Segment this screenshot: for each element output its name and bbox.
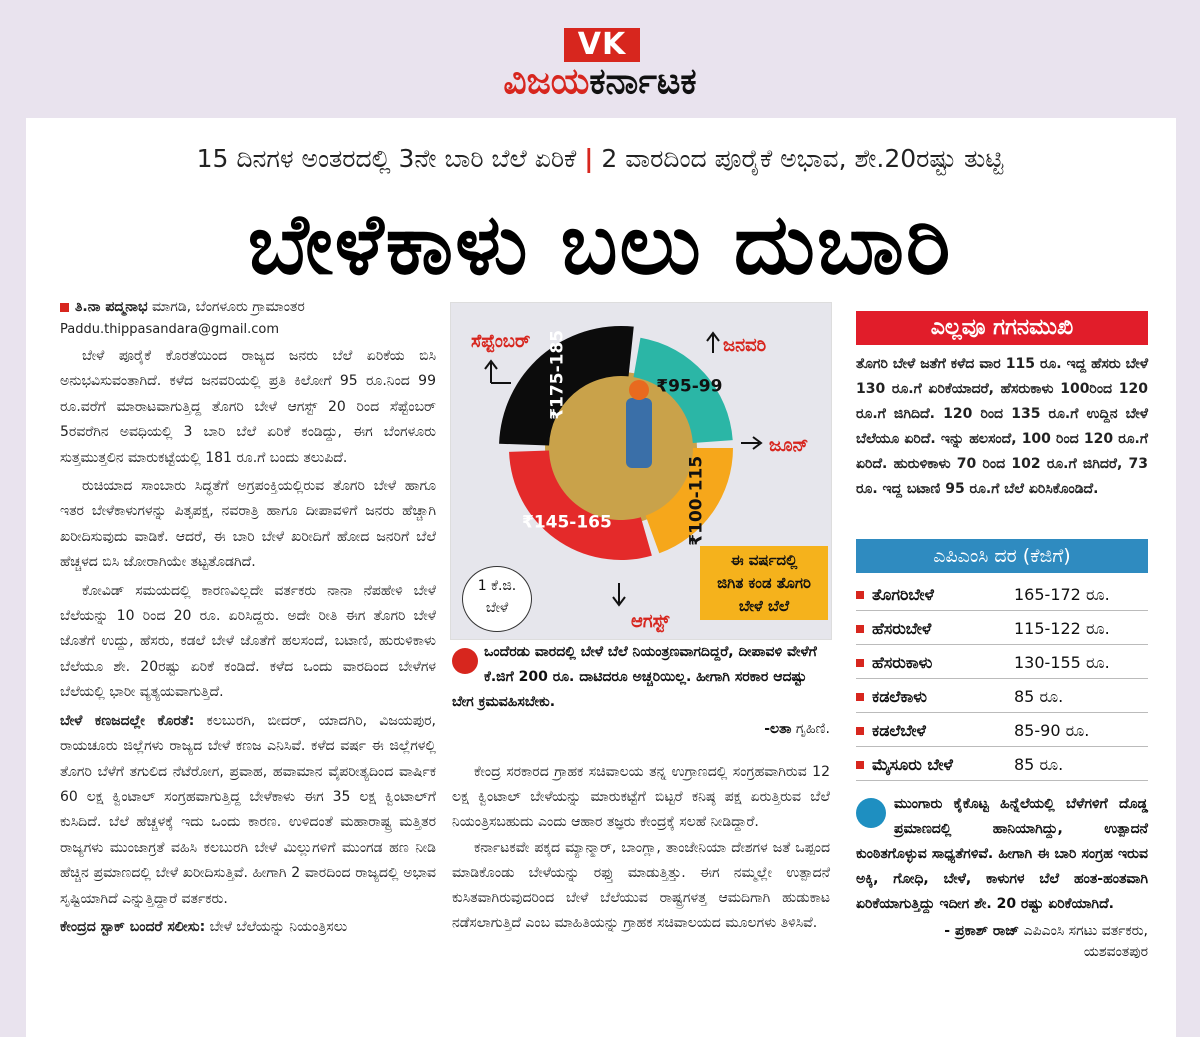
- worker-figure: [626, 398, 652, 468]
- quote-attr-role: ಎಪಿಎಂಸಿ ಸಗಟು ವರ್ತಕರು,: [1019, 923, 1148, 939]
- byline-square-icon: [60, 303, 69, 312]
- masthead-part2: ಕರ್ನಾಟಕ: [589, 61, 697, 102]
- quote-attr-place: ಯಶವಂತಪುರ: [1083, 944, 1148, 960]
- byline: [60, 296, 436, 318]
- apmc-row: [856, 648, 1148, 679]
- apmc-row: [856, 614, 1148, 645]
- price-label-jan: ₹95-99: [656, 376, 723, 397]
- quote-attr-name: -ಲತಾ: [764, 721, 792, 737]
- quote-attribution: [452, 717, 830, 742]
- body-paragraph: ಕರ್ನಾಟಕವೇ ಪಕ್ಕದ ಮ್ಯಾನ್ಮಾರ್, ಬಾಂಗ್ಲಾ, ತಾಂಜೇನಿಯಾ ದೇಶಗಳ ಜತೆ ಒಪ್ಪಂದ ಮಾಡಿಕೊಂಡು ಬೇಳೆಯನ್ನು ರಫ್ತು ಮಾಡುತ್ತಿತ್ತು. ಈಗ ನಮ್ಮಲ್ಲೇ ಉತ್ಪಾದನೆ ಕುಸಿತವಾಗಿರುವುದರಿಂದ ಬೇಳೆ ಬೆಲೆಯುವ ರಾಷ್ಟ್ರಗಳತ್ತ ಆಮದಿಗಾಗಿ ಹುಡುಕಾಟ ನಡೆಸಲಾಗುತ್ತಿದೆ ಎಂಬ ಮಾಹಿತಿಯನ್ನು ಗ್ರಾಹಕ ಸಚಿವಾಲಯದ ಮೂಲಗಳು ತಿಳಿಸಿವೆ.: [452, 839, 830, 932]
- middle-column: [452, 760, 830, 936]
- apmc-item-price: 115-122 ರೂ.: [1014, 619, 1110, 638]
- apmc-item-name: ಹೆಸರುಬೇಳೆ: [872, 619, 932, 638]
- section-text: ಬೇಳೆ ಬೆಲೆಯನ್ನು ನಿಯಂತ್ರಿಸಲು: [205, 918, 348, 935]
- quote-attribution: [856, 921, 1148, 963]
- apmc-price-list: [856, 580, 1148, 784]
- kicker-separator: |: [584, 144, 594, 173]
- price-label-jun: ₹100-115: [686, 455, 707, 546]
- section-paragraph: [60, 915, 436, 940]
- body-paragraph: ಬೇಳೆ ಪೂರೈಕೆ ಕೊರತೆಯಿಂದ ರಾಜ್ಯದ ಜನರು ಬೆಲೆ ಏರಿಕೆಯ ಬಿಸಿ ಅನುಭವಿಸುವಂತಾಗಿದೆ. ಕಳೆದ ಜನವರಿಯಲ್ಲಿ ಪ್ರತಿ ಕಿಲೋಗೆ 95 ರೂ.ನಿಂದ 99 ರೂ.ವರೆಗೆ ಮಾರಾಟವಾಗುತ್ತಿದ್ದ ತೊಗರಿ ಬೇಳೆ ಆಗಸ್ಟ್ 20 ರಿಂದ ಸೆಪ್ಟೆಂಬರ್ 5ರವರೆಗಿನ ಅವಧಿಯಲ್ಲಿ 3 ಬಾರಿ ಬೆಲೆ ಏರಿಕೆ ಕಂಡಿದ್ದು, ಈಗ ಬೆಂಗಳೂರು ಸುತ್ತಮುತ್ತಲಿನ ಮಾರುಕಟ್ಟೆಯಲ್ಲಿ 181 ರೂ.ಗೆ ಬಂದು ತಲುಪಿದೆ.: [60, 348, 436, 466]
- month-label-aug: ಆಗಸ್ಟ್: [631, 611, 670, 632]
- year-box: [700, 546, 828, 620]
- unit-circle: [462, 566, 532, 632]
- quote-dot-icon: [856, 798, 886, 828]
- masthead-title: [0, 62, 1200, 102]
- apmc-item-name: ಮೈಸೂರು ಬೇಳೆ: [872, 755, 953, 774]
- apmc-item-name: ಕಡಲೆಕಾಳು: [872, 687, 928, 706]
- quote-dot-icon: [452, 648, 478, 674]
- body-paragraph: ಕೇಂದ್ರ ಸರಕಾರದ ಗ್ರಾಹಕ ಸಚಿವಾಲಯ ತನ್ನ ಉಗ್ರಾಣದಲ್ಲಿ ಸಂಗ್ರಹವಾಗಿರುವ 12 ಲಕ್ಷ ಕ್ವಿಂಟಾಲ್ ಬೇಳೆಯನ್ನು ಮಾರುಕಟ್ಟೆಗೆ ಬಿಟ್ಟರೆ ಕನಿಷ್ಠ ಪಕ್ಷ ಏರುತ್ತಿರುವ ಬೆಲೆ ನಿಯಂತ್ರಿಸಬಹುದು ಎಂದು ಆಹಾರ ತಜ್ಞರು ಕೇಂದ್ರಕ್ಕೆ ಸಲಹೆ ನೀಡಿದ್ದಾರೆ.: [452, 764, 830, 831]
- month-label-sep: ಸೆಪ್ಟೆಂಬರ್: [471, 331, 531, 352]
- body-paragraph: ರುಚಿಯಾದ ಸಾಂಬಾರು ಸಿದ್ಧತೆಗೆ ಅಗ್ರಪಂಕ್ತಿಯಲ್ಲಿರುವ ತೊಗರಿ ಬೇಳೆ ಹಾಗೂ ಇತರ ಬೇಳೆಕಾಳುಗಳನ್ನು ಪಿತೃಪಕ್ಷ, ನವರಾತ್ರಿ ಹಾಗೂ ದೀಪಾವಳಿಗೆ ಜನರು ಹೆಚ್ಚಾಗಿ ಖರೀದಿಸುವುದು ವಾಡಿಕೆ. ಆದರೆ, ಈ ಬಾರಿ ಬೇಳೆ ಖರೀದಿಗೆ ಹೋದ ಜನರಿಗೆ ಬೆಲೆ ಹೆಚ್ಚಳದ ಬಿಸಿ ಜೋರಾಗಿಯೇ ತಟ್ಟತೊಡಗಿದೆ.: [60, 478, 436, 571]
- apmc-item-price: 85 ರೂ.: [1014, 687, 1064, 706]
- main-headline: ಬೇಳೆಕಾಳು ಬಲು ದುಬಾರಿ: [247, 195, 953, 293]
- masthead-part1: ವಿಜಯ: [503, 61, 590, 102]
- apmc-row: [856, 682, 1148, 713]
- apmc-item-price: 85 ರೂ.: [1014, 755, 1064, 774]
- section-text: ಕಲಬುರಗಿ, ಬೀದರ್, ಯಾದಗಿರಿ, ವಿಜಯಪುರ, ರಾಯಚೂರು ಜಿಲ್ಲೆಗಳು ರಾಜ್ಯದ ಬೇಳೆ ಕಣಜ ಎನಿಸಿವೆ. ಕಳೆದ ವರ್ಷ ಈ ಜಿಲ್ಲೆಗಳಲ್ಲಿ ತೊಗರಿ ಬೆಳೆಗೆ ತಗುಲಿದ ನೆಟೆರೋಗ, ಪ್ರವಾಹ, ಹವಾಮಾನ ವೈಪರೀತ್ಯದಿಂದ ವಾರ್ಷಿಕ 60 ಲಕ್ಷ ಕ್ವಿಂಟಾಲ್ ಸಂಗ್ರಹವಾಗುತ್ತಿದ್ದ ಬೇಳೆಕಾಳು ಈಗ 35 ಲಕ್ಷ ಕ್ವಿಂಟಾಲ್‌ಗೆ ಕುಸಿದಿದೆ. ಬೆಲೆ ಹೆಚ್ಚಳಕ್ಕೆ ಇದು ಒಂದು ಕಾರಣ. ಉಳಿದಂತೆ ಮಹಾರಾಷ್ಟ್ರ ಮತ್ತಿತರ ರಾಜ್ಯಗಳು ಮುಂಜಾಗ್ರತೆ ವಹಿಸಿ ಕಲಬುರಗಿ ಬೇಳೆ ಮಿಲ್ಲುಗಳಿಗೆ ಮುಂಗಡ ಹಣ ನೀಡಿ ಹೆಚ್ಚಿನ ಪ್ರಮಾಣದಲ್ಲಿ ಬೇಳೆ ಖರೀದಿಸುತ್ತಿವೆ. ಹೀಗಾಗಿ 2 ವಾರದಿಂದ ರಾಜ್ಯದಲ್ಲಿ ಅಭಾವ ಸೃಷ್ಟಿಯಾಗಿದೆ ಎನ್ನುತ್ತಿದ್ದಾರೆ ವರ್ತಕರು.: [60, 712, 436, 907]
- byline-place: ಮಾಗಡಿ, ಬೆಂಗಳೂರು ಗ್ರಾಮಾಂತರ: [152, 299, 305, 315]
- worker-head: [629, 380, 649, 400]
- left-column: [60, 296, 436, 943]
- quote-text: ಒಂದೆರಡು ವಾರದಲ್ಲಿ ಬೇಳೆ ಬೆಲೆ ನಿಯಂತ್ರಣವಾಗದಿದ್ದರೆ, ದೀಪಾವಳಿ ವೇಳೆಗೆ ಕೆ.ಜಿಗೆ 200 ರೂ. ದಾಟಿದರೂ ಅಚ್ಚರಿಯಿಲ್ಲ. ಹೀಗಾಗಿ ಸರಕಾರ ಆದಷ್ಟು ಬೇಗ ಕ್ರಮವಹಿಸಬೇಕು.: [452, 644, 817, 710]
- bullet-square-icon: [856, 625, 864, 633]
- apmc-row: [856, 750, 1148, 781]
- apmc-item-name: ಹೆಸರುಕಾಳು: [872, 653, 933, 672]
- unit-line1: 1 ಕೆ.ಜಿ.: [477, 578, 517, 594]
- section-paragraph: [60, 709, 436, 912]
- year-box-line: ಈ ವರ್ಷದಲ್ಲಿ: [730, 551, 798, 569]
- kicker-line: [0, 143, 1200, 175]
- apmc-item-price: 130-155 ರೂ.: [1014, 653, 1110, 672]
- right-box-title: ಎಲ್ಲವೂ ಗಗನಮುಖಿ: [856, 311, 1148, 345]
- unit-line2: ಬೇಳೆ: [485, 600, 509, 616]
- byline-email: Paddu.thippasandara@gmail.com: [60, 322, 280, 337]
- bullet-square-icon: [856, 591, 864, 599]
- bullet-square-icon: [856, 761, 864, 769]
- section-heading: ಬೇಳೆ ಕಣಜದಲ್ಲೇ ಕೊರತೆ:: [60, 712, 195, 729]
- month-label-jan: ಜನವರಿ: [723, 335, 767, 356]
- price-label-sep: ₹175-185: [547, 329, 568, 420]
- quote-prakash: [856, 792, 1148, 963]
- bullet-square-icon: [856, 693, 864, 701]
- apmc-item-price: 85-90 ರೂ.: [1014, 721, 1090, 740]
- price-label-aug: ₹145-165: [521, 512, 612, 533]
- year-box-line: ಬೇಳೆ ಬೆಲೆ: [738, 597, 790, 615]
- quote-attr-role: ಗೃಹಿಣಿ.: [791, 721, 830, 737]
- quote-attr-name: - ಪ್ರಕಾಶ್ ರಾಜ್: [944, 923, 1020, 939]
- bullet-square-icon: [856, 727, 864, 735]
- kicker-left: 15 ದಿನಗಳ ಅಂತರದಲ್ಲಿ 3ನೇ ಬಾರಿ ಬೆಲೆ ಏರಿಕೆ: [196, 144, 577, 173]
- apmc-row: [856, 716, 1148, 747]
- quote-latha: [452, 640, 830, 742]
- bullet-square-icon: [856, 659, 864, 667]
- body-paragraph: ಕೋವಿಡ್ ಸಮಯದಲ್ಲಿ ಕಾರಣವಿಲ್ಲದೇ ವರ್ತಕರು ನಾನಾ ನೆಪಹೇಳಿ ಬೇಳೆ ಬೆಲೆಯನ್ನು 10 ರಿಂದ 20 ರೂ. ಏರಿಸಿದ್ದರು. ಅದೇ ರೀತಿ ಈಗ ತೊಗರಿ ಬೇಳೆ ಜೊತೆಗೆ ಉದ್ದು, ಹೆಸರು, ಕಡಲೆ ಬೇಳೆ ಜೊತೆಗೆ ಹಲಸಂದೆ, ಬಟಾಣಿ, ಹುರುಳಿಕಾಳು ಬೆಲೆಯೂ ಶೇ. 20ರಷ್ಟು ಏರಿಕೆ ಕಂಡಿದೆ. ಕಳೆದ ಒಂದು ವಾರದಿಂದ ಬೇಳೆಗಳ ಬೆಲೆಯಲ್ಲಿ ಭಾರೀ ವ್ಯತ್ಯಯವಾಗುತ್ತಿದೆ.: [60, 582, 436, 701]
- right-box-text: ತೊಗರಿ ಬೇಳೆ ಜತೆಗೆ ಕಳೆದ ವಾರ 115 ರೂ. ಇದ್ದ ಹೆಸರು ಬೇಳೆ 130 ರೂ.ಗೆ ಏರಿಕೆಯಾದರೆ, ಹೆಸರುಕಾಳು 100ರಿಂದ 120 ರೂ.ಗೆ ಜಿಗಿದಿದೆ. 120 ರಿಂದ 135 ರೂ.ಗೆ ಉದ್ದಿನ ಬೇಳೆ ಬೆಲೆಯೂ ಏರಿದೆ. ಇನ್ನು ಹಲಸಂದೆ, 100 ರಿಂದ 120 ರೂ.ಗೆ ಏರಿದೆ. ಹುರುಳಿಕಾಳು 70 ರಿಂದ 102 ರೂ.ಗೆ ಜಿಗಿದರೆ, 73 ರೂ. ಇದ್ದ ಬಟಾಣಿ 95 ರೂ.ಗೆ ಬೆಲೆ ಏರಿಸಿಕೊಂಡಿದೆ.: [856, 356, 1148, 497]
- quote-text: ಮುಂಗಾರು ಕೈಕೊಟ್ಟ ಹಿನ್ನೆಲೆಯಲ್ಲಿ ಬೆಳೆಗಳಿಗೆ ದೊಡ್ಡ ಪ್ರಮಾಣದಲ್ಲಿ ಹಾನಿಯಾಗಿದ್ದು, ಉತ್ಪಾದನೆ ಕುಂಠಿತಗೊಳ್ಳುವ ಸಾಧ್ಯತೆಗಳಿವೆ. ಹೀಗಾಗಿ ಈ ಬಾರಿ ಸಂಗ್ರಹ ಇರುವ ಅಕ್ಕಿ, ಗೋಧಿ, ಬೇಳೆ, ಕಾಳುಗಳ ಬೆಲೆ ಹಂತ-ಹಂತವಾಗಿ ಏರಿಕೆಯಾಗುತ್ತಿದ್ದು ಇದೀಗ ಶೇ. 20 ರಷ್ಟು ಏರಿಕೆಯಾಗಿದೆ.: [856, 796, 1148, 912]
- section-heading: ಕೇಂದ್ರದ ಸ್ಟಾಕ್ ಬಂದರೆ ಸಲೀಸು:: [60, 918, 206, 935]
- kicker-right: 2 ವಾರದಿಂದ ಪೂರೈಕೆ ಅಭಾವ, ಶೇ.20ರಷ್ಟು ತುಟ್ಟಿ: [601, 144, 1004, 173]
- apmc-item-price: 165-172 ರೂ.: [1014, 585, 1110, 604]
- apmc-row: [856, 580, 1148, 611]
- apmc-item-name: ಕಡಲೆಬೇಳೆ: [872, 721, 926, 740]
- byline-name: ತಿ.ನಾ ಪದ್ಮನಾಭ: [75, 299, 148, 315]
- vk-logo-badge: VK: [564, 28, 640, 62]
- month-label-jun: ಜೂನ್: [769, 435, 809, 456]
- year-box-line: ಜಿಗಿತ ಕಂಡ ತೊಗರಿ: [717, 574, 811, 592]
- apmc-title: ಎಪಿಎಂಸಿ ದರ (ಕೆಜಿಗೆ): [856, 539, 1148, 573]
- apmc-item-name: ತೊಗರಿಬೇಳೆ: [872, 585, 934, 604]
